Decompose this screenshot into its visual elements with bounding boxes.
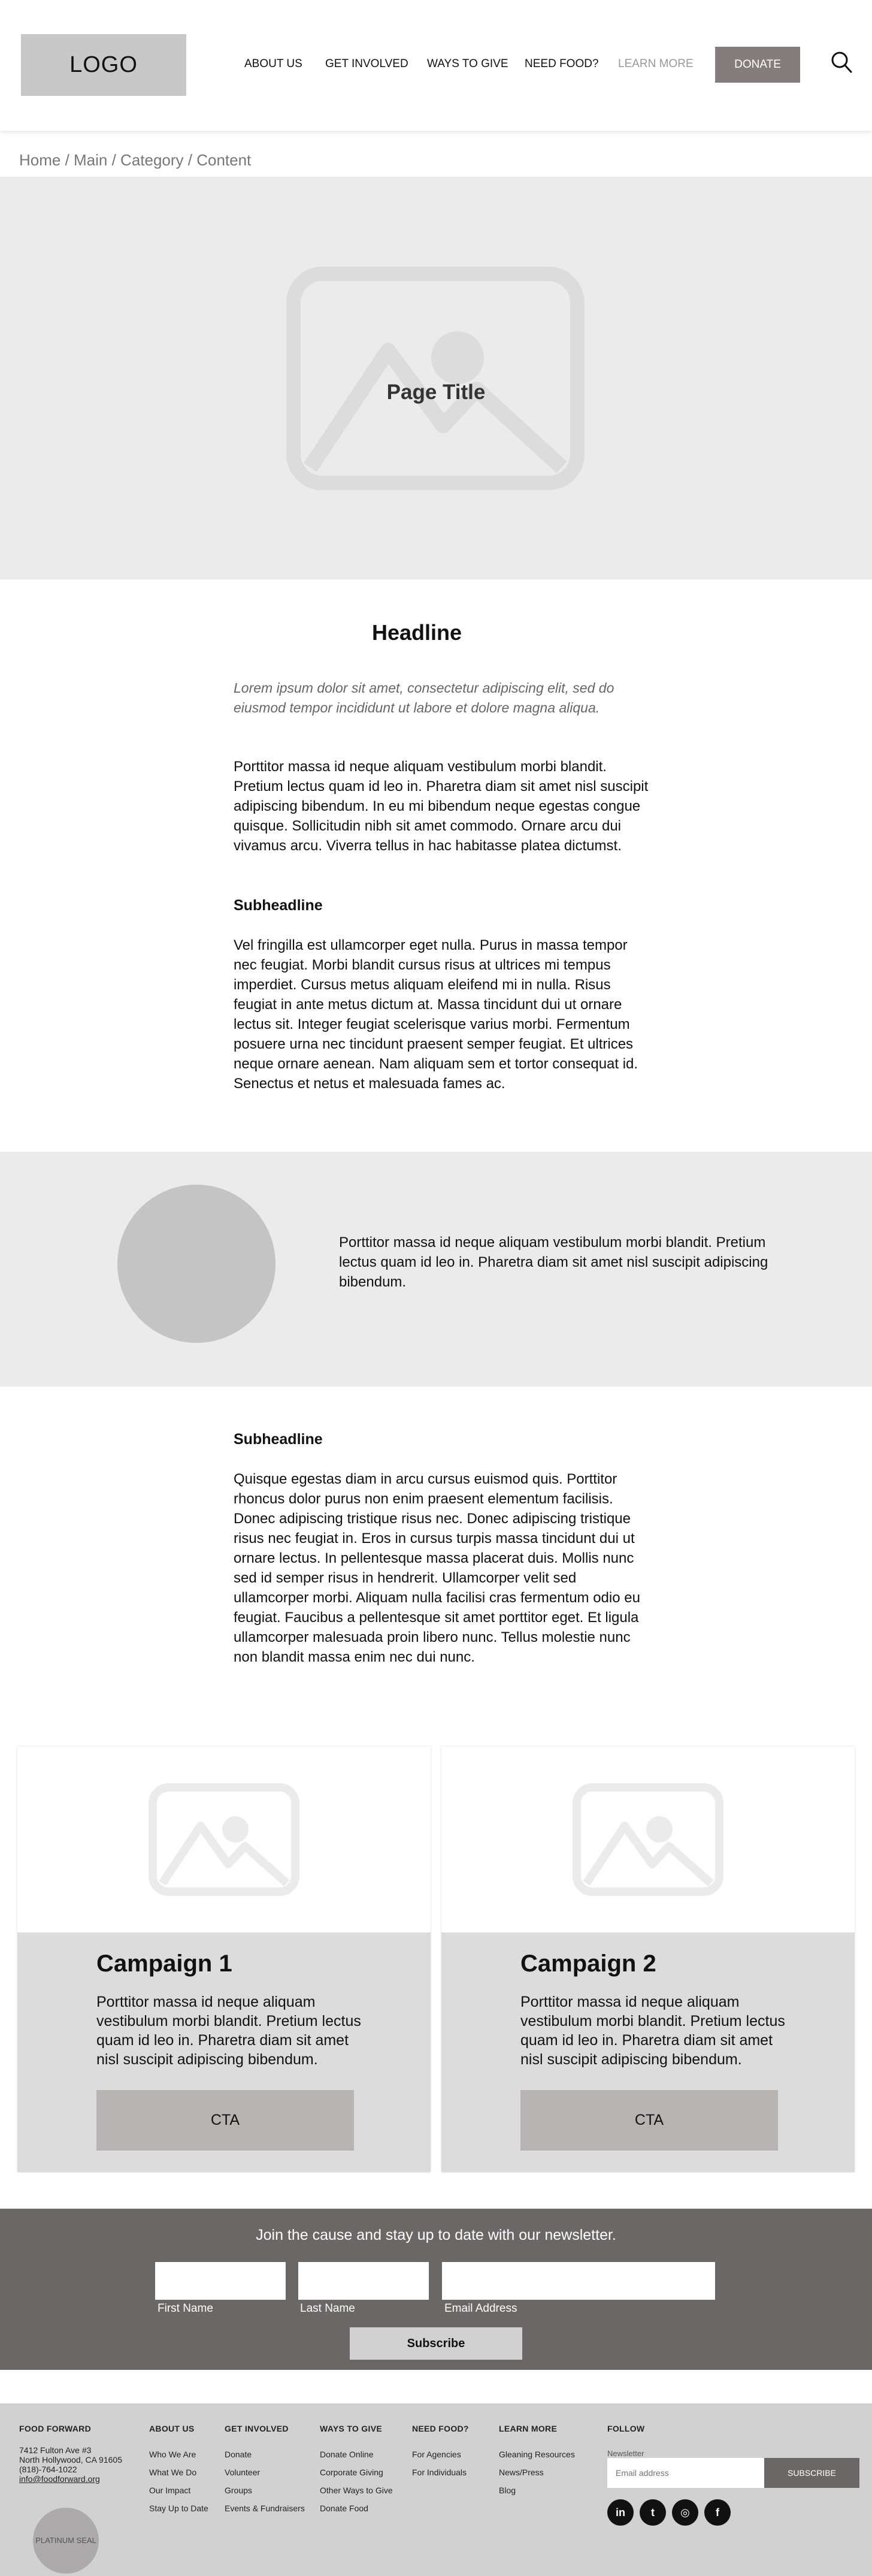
campaign-text: Porttitor massa id neque aliquam vestibulum morbi blandit. Pretium lectus quam id leo in. Pharetra diam sit amet nisl suscipit adipiscing bibendum. [520, 1994, 785, 2068]
headline: Headline [371, 620, 462, 645]
footer-newsletter-label: Newsletter [607, 2449, 644, 2458]
last-name-label: Last Name [300, 2302, 355, 2315]
footer-link[interactable]: Other Ways to Give [320, 2486, 393, 2495]
footer-link[interactable]: Events & Fundraisers [225, 2503, 305, 2513]
footer-link[interactable]: Who We Are [149, 2450, 196, 2459]
first-name-label: First Name [158, 2302, 213, 2315]
campaign-image [441, 1747, 855, 1932]
nav-need-food[interactable]: NEED FOOD? [525, 58, 599, 70]
facebook-icon[interactable]: f [704, 2499, 731, 2526]
subheadline: Subheadline [234, 897, 323, 914]
campaign-title: Campaign 1 [96, 1950, 232, 1977]
donate-button[interactable]: DONATE [715, 47, 800, 83]
campaign-text: Porttitor massa id neque aliquam vestibulum morbi blandit. Pretium lectus quam id leo in. Pharetra diam sit amet nisl suscipit adipiscing bibendum. [96, 1994, 361, 2068]
image-placeholder-icon [572, 1783, 724, 1896]
footer-link[interactable]: Donate Food [320, 2503, 368, 2513]
newsletter-section [0, 2209, 872, 2370]
image-placeholder-icon [286, 267, 585, 490]
body-paragraph: Porttitor massa id neque aliquam vestibulum morbi blandit. Pretium lectus quam id leo in. Pharetra diam sit amet nisl suscipit adipiscing bibendum. In eu mi bibendum neque egestas congue quisque. Sollicitudin nibh sit amet commodo. Ornare arcu dui vivamus arcu. Viverra tellus in hac habitasse platea dictumst. [234, 759, 649, 854]
body-paragraph: Vel fringilla est ullamcorper eget nulla. Purus in massa tempor nec feugiat. Morbi blandit cursus risus at ultrices mi tempus imperdiet. Cursus metus aliquam eleifend mi in nulla. Risus feugiat in ante metus dictum at. Massa tincidunt dui ut ornare lectus sit. Integer feugiat scelerisque varius morbi. Fermentum posuere urna nec tincidunt praesent semper feugiat. Et ultrices neque ornare aenean. Nam aliquam sem et tortor consequat id. Senectus et netus et malesuada fames ac. [234, 937, 638, 1092]
footer-column-get-involved [225, 2424, 305, 2517]
cta-button[interactable]: CTA [96, 2090, 354, 2151]
footer-link[interactable]: For Individuals [412, 2468, 467, 2477]
footer-org-name: FOOD FORWARD [19, 2424, 92, 2433]
footer-link[interactable]: Gleaning Resources [499, 2450, 575, 2459]
hero-banner [0, 177, 872, 579]
campaign-image [17, 1747, 431, 1932]
breadcrumb[interactable]: Home / Main / Category / Content [19, 151, 252, 169]
body-paragraph: Quisque egestas diam in arcu cursus euismod quis. Porttitor rhoncus dolor purus non enim praesent elementum facilisis. Donec adipiscing tristique risus nec. Donec adipiscing tristique risus nec feugiat in. Eros in cursus turpis massa tincidunt dui ut ornare lectus. In pellentesque massa placerat duis. Mollis nunc sed id semper risus in hendrerit. Ullamcorper velit sed ullamcorper morbi. Aliquam nulla facilisi cras fermentum odio eu feugiat. Faucibus a pellentesque sit amet porttitor eget. Et ligula ullamcorper malesuada proin libero nunc. Tellus molestie nunc non blandit massa enim nec dui nunc. [234, 1471, 640, 1665]
last-name-input[interactable] [298, 2262, 429, 2300]
page-title: Page Title [386, 380, 486, 404]
subheadline: Subheadline [234, 1431, 323, 1448]
email-input[interactable] [442, 2262, 715, 2300]
footer-link[interactable]: News/Press [499, 2468, 544, 2477]
platinum-seal: PLATINUM SEAL [33, 2508, 99, 2574]
feature-band [0, 1152, 872, 1387]
footer-phone: (818)-764-1022 [19, 2465, 77, 2474]
footer-org [19, 2424, 122, 2484]
footer-link[interactable]: Corporate Giving [320, 2468, 383, 2477]
site-header [0, 0, 872, 131]
footer-column-heading: GET INVOLVED [225, 2424, 289, 2433]
footer-column-follow [607, 2424, 644, 2445]
nav-learn-more[interactable]: LEARN MORE [618, 58, 694, 70]
footer-email-link[interactable]: info@foodforward.org [19, 2474, 100, 2484]
footer-link[interactable]: Groups [225, 2486, 252, 2495]
twitter-icon[interactable]: t [640, 2499, 666, 2526]
footer-column-about [149, 2424, 208, 2517]
footer-address-line: North Hollywood, CA 91605 [19, 2455, 122, 2465]
first-name-input[interactable] [155, 2262, 286, 2300]
cta-button[interactable]: CTA [520, 2090, 778, 2151]
site-footer [0, 2403, 872, 2576]
campaign-body [441, 1932, 855, 2172]
footer-link[interactable]: For Agencies [412, 2450, 461, 2459]
campaign-card [441, 1747, 855, 2172]
footer-link[interactable]: Volunteer [225, 2468, 261, 2477]
instagram-icon[interactable]: ◎ [672, 2499, 698, 2526]
linkedin-icon[interactable]: in [607, 2499, 634, 2526]
feature-text: Porttitor massa id neque aliquam vestibulum morbi blandit. Pretium lectus quam id leo in. Pharetra diam sit amet nisl suscipit adipiscing bibendum. [339, 1234, 768, 1290]
footer-column-heading: LEARN MORE [499, 2424, 558, 2433]
intro-text: Lorem ipsum dolor sit amet, consectetur adipiscing elit, sed do eiusmod tempor incididunt ut labore et dolore magna aliqua. [234, 680, 614, 715]
footer-column-learn-more [499, 2424, 575, 2499]
footer-link[interactable]: What We Do [149, 2468, 197, 2477]
campaign-title: Campaign 2 [520, 1950, 656, 1977]
nav-ways-to-give[interactable]: WAYS TO GIVE [427, 58, 508, 70]
footer-link[interactable]: Donate [225, 2450, 252, 2459]
footer-column-need-food [412, 2424, 469, 2481]
campaign-card [17, 1747, 431, 2172]
footer-address-line: 7412 Fulton Ave #3 [19, 2445, 92, 2455]
image-placeholder-icon [148, 1783, 300, 1896]
footer-column-heading: WAYS TO GIVE [320, 2424, 382, 2433]
footer-email-input[interactable] [607, 2458, 764, 2488]
email-label: Email Address [444, 2302, 517, 2315]
logo[interactable]: LOGO [21, 34, 186, 96]
footer-link[interactable]: Blog [499, 2486, 516, 2495]
footer-subscribe-button[interactable]: SUBSCRIBE [764, 2458, 859, 2488]
newsletter-title: Join the cause and stay up to date with our newsletter. [256, 2227, 616, 2243]
footer-column-heading: ABOUT US [149, 2424, 195, 2433]
subscribe-button[interactable]: Subscribe [350, 2327, 522, 2360]
campaign-body [17, 1932, 431, 2172]
footer-link[interactable]: Stay Up to Date [149, 2503, 208, 2513]
nav-get-involved[interactable]: GET INVOLVED [325, 58, 408, 70]
search-icon[interactable] [829, 50, 853, 74]
footer-column-ways-to-give [320, 2424, 393, 2517]
nav-about-us[interactable]: ABOUT US [244, 58, 302, 70]
footer-column-heading: NEED FOOD? [412, 2424, 469, 2433]
footer-link[interactable]: Our Impact [149, 2486, 191, 2495]
feature-image [117, 1185, 275, 1343]
footer-column-heading: FOLLOW [607, 2424, 645, 2433]
footer-link[interactable]: Donate Online [320, 2450, 374, 2459]
